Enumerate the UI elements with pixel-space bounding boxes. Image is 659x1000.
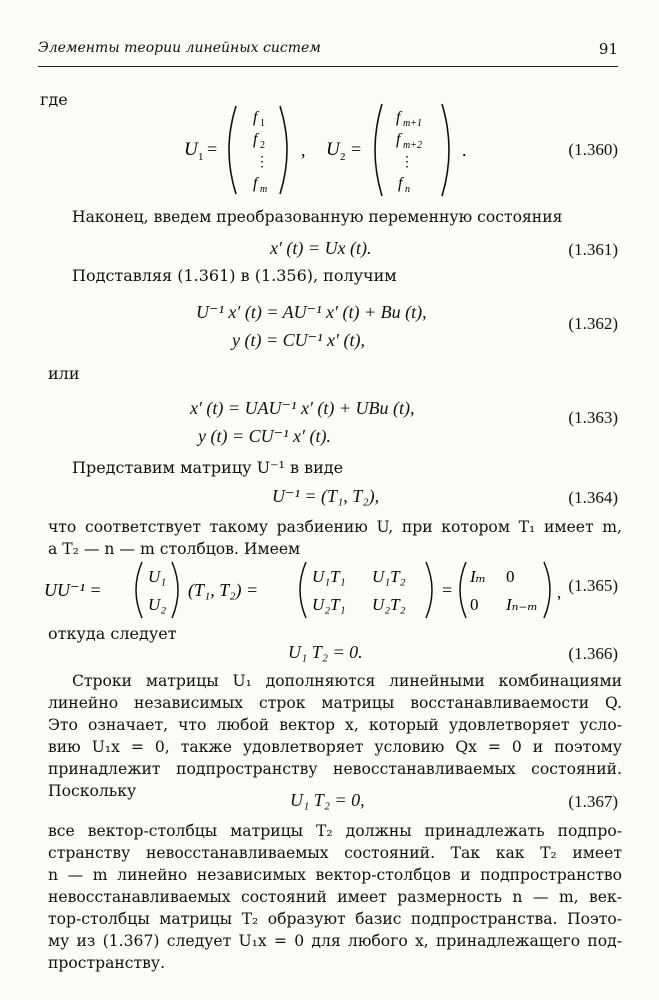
- equation-1366: U₁ T₂ = 0.: [288, 642, 363, 662]
- u2-entry-1: f: [396, 109, 401, 126]
- where-word: где: [40, 90, 68, 109]
- paragraph-rows-line-5: принадлежит подпространству невосстанавливаемых состояний.: [48, 760, 622, 778]
- u1-equals: =: [207, 139, 218, 159]
- u2-subscript: 2: [340, 151, 346, 163]
- u2-entry-2: f: [396, 131, 401, 148]
- u2-right-paren: [442, 104, 449, 196]
- u2-entry-2-sub: m+2: [403, 140, 422, 151]
- equation-1363-line2: y (t) = CU⁻¹ x′ (t).: [198, 426, 331, 446]
- paragraph-rows-line-1: Строки матрицы U₁ дополняются линейными комбинациями: [72, 672, 622, 690]
- u2-entry-dots: ⋮: [400, 155, 414, 170]
- equation-1362-line1: U⁻¹ x′ (t) = AU⁻¹ x′ (t) + Bu (t),: [196, 302, 427, 322]
- paragraph-represent: Представим матрицу U⁻¹ в виде: [72, 458, 344, 477]
- col-u2: U₂: [148, 595, 167, 614]
- eq-number-1363: (1.363): [568, 408, 618, 427]
- eq-number-1364: (1.364): [568, 488, 618, 507]
- paragraph-rows-line-2: линейно независимых строк матрицы восстанавливаемости Q.: [48, 694, 622, 712]
- u1-entry-m: f: [253, 175, 258, 192]
- equation-1365: [44, 558, 564, 622]
- paragraph-finally: Наконец, введем преобразованную переменную состояния: [72, 208, 563, 226]
- block-u2t2: U₂T₂: [372, 595, 406, 614]
- ident-im: Iₘ: [470, 567, 487, 586]
- u1-entry-2-sub: 2: [260, 140, 265, 151]
- u2-symbol: U: [326, 139, 340, 160]
- equation-1367: U₁ T₂ = 0,: [290, 790, 365, 810]
- u1-left-paren: [229, 106, 236, 194]
- ident-left-paren: [460, 562, 466, 618]
- paragraph-columns-line-1: все вектор-столбцы матрицы T₂ должны принадлежать подпро-: [48, 822, 622, 840]
- u1-entry-1: f: [253, 109, 258, 126]
- equation-1360: [180, 100, 480, 200]
- eq365-comma: ,: [557, 583, 562, 602]
- or-word: или: [48, 364, 80, 383]
- equation-1362-line2: y (t) = CU⁻¹ x′ (t),: [232, 330, 365, 350]
- equation-1363-line1: x′ (t) = UAU⁻¹ x′ (t) + UBu (t),: [190, 398, 415, 418]
- paragraph-substituting: Подставляя (1.361) в (1.356), получим: [72, 266, 397, 285]
- equation-1364: U⁻¹ = (T₁, T₂),: [272, 486, 380, 506]
- eq360-period: .: [462, 140, 467, 160]
- ident-zero-1: 0: [506, 567, 515, 586]
- block-u1t1: U₁T₁: [312, 567, 346, 586]
- u1-entry-2: f: [253, 131, 258, 148]
- u1-right-paren: [280, 106, 287, 194]
- page-number: 91: [598, 40, 618, 58]
- col-u1: U₁: [148, 567, 167, 586]
- u1-symbol: U: [184, 139, 198, 160]
- block-right-paren: [426, 562, 432, 618]
- u2-left-paren: [375, 104, 382, 196]
- eq-number-1362: (1.362): [568, 314, 618, 333]
- eq-number-1360: (1.360): [568, 140, 618, 159]
- u2-entry-n-sub: n: [405, 184, 410, 195]
- eq-number-1361: (1.361): [568, 240, 618, 259]
- u1-entry-m-sub: m: [260, 184, 268, 195]
- paragraph-rows-line-6: Поскольку: [48, 782, 137, 800]
- running-header: [38, 40, 618, 60]
- header-rule: [38, 66, 618, 67]
- t-pair-equals: (T₁, T₂) =: [188, 580, 259, 600]
- paragraph-columns-line-2: странству невосстанавливаемых состояний. Так как T₂ имеет: [48, 844, 622, 862]
- paragraph-columns-line-7: пространству.: [48, 954, 166, 972]
- block-u1t2: U₁T₂: [372, 567, 406, 586]
- ident-inm: Iₙ₋ₘ: [506, 595, 538, 614]
- equation-1361: x′ (t) = Ux (t).: [270, 238, 372, 258]
- ident-zero-2: 0: [470, 595, 479, 614]
- paragraph-columns-line-6: му из (1.367) следует U₁x = 0 для любого x, принадлежащего под-: [48, 932, 622, 950]
- col-right-paren: [172, 562, 178, 618]
- block-equals: =: [442, 580, 453, 600]
- eq-number-1366: (1.366): [568, 644, 618, 663]
- paragraph-columns-line-3: n — m линейно независимых вектор-столбцов и подпространство: [48, 866, 622, 884]
- chapter-title: Элементы теории линейных систем: [38, 40, 321, 56]
- paragraph-partition-line-1: что соответствует такому разбиению U, при котором T₁ имеет m,: [48, 518, 622, 536]
- paragraph-rows-line-3: Это означает, что любой вектор x, который удовлетворяет усло-: [48, 716, 622, 734]
- eq-number-1365: (1.365): [568, 576, 618, 595]
- u2-entry-1-sub: m+1: [403, 118, 422, 129]
- uu-inverse-lhs: UU⁻¹ =: [44, 580, 102, 600]
- paragraph-columns-line-4: невосстанавливаемых состояний имеет размерность n — m, век-: [48, 888, 622, 906]
- u1-entry-dots: ⋮: [255, 155, 269, 170]
- block-u2t1: U₂T₁: [312, 595, 346, 614]
- u2-entry-n: f: [398, 175, 403, 192]
- block-left-paren: [300, 562, 306, 618]
- u1-subscript: 1: [198, 151, 204, 163]
- ident-right-paren: [544, 562, 550, 618]
- col-left-paren: [136, 562, 142, 618]
- paragraph-partition-line-2: а T₂ — n — m столбцов. Имеем: [48, 540, 301, 558]
- paragraph-columns-line-5: тор-столбцы матрицы T₂ образуют базис подпространства. Поэто-: [48, 910, 622, 928]
- eq360-comma: ,: [301, 140, 306, 160]
- u2-equals: =: [351, 139, 362, 159]
- paragraph-follows: откуда следует: [48, 624, 177, 643]
- eq-number-1367: (1.367): [568, 792, 618, 811]
- paragraph-rows-line-4: вию U₁x = 0, также удовлетворяет условию Qx = 0 и поэтому: [48, 738, 622, 756]
- u1-entry-1-sub: 1: [260, 118, 265, 129]
